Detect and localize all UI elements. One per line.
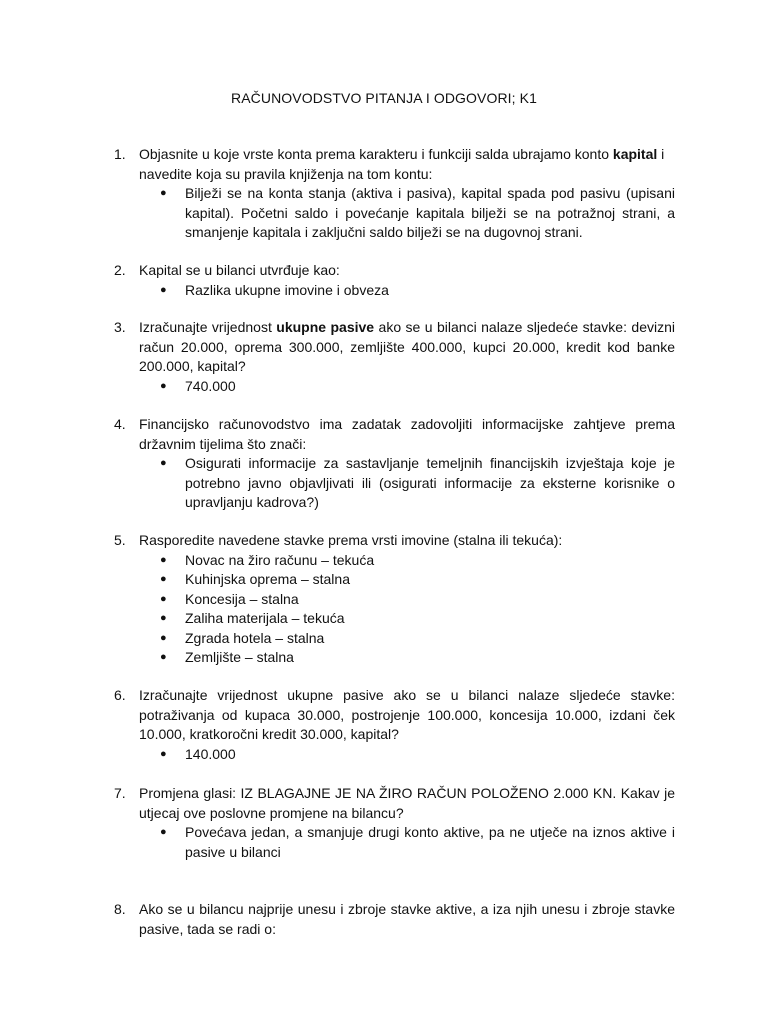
question-3 <box>114 318 675 396</box>
question-number: 5. <box>114 532 126 548</box>
question-text: Objasnite u koje vrste konta prema karakteru i funkciji salda ubrajamo konto kapital i navedite koja su pravila knjiženja na tom kontu: <box>139 146 665 182</box>
question-number: 4. <box>114 416 126 432</box>
answer-item: ● Zgrada hotela – stalna <box>160 629 675 649</box>
question-5 <box>114 531 675 668</box>
question-6 <box>114 686 675 764</box>
answer-item: ● Bilježi se na konta stanja (aktiva i pasiva), kapital spada pod pasivu (upisani kapital). Početni saldo i povećanje kapitala bilježi se na potražnoj strani, a smanjenje kapitala i zaključni saldo bilježi se na dugovnoj strani. <box>160 185 675 240</box>
answer-item: ● Kuhinjska oprema – stalna <box>160 570 675 590</box>
bullet-icon: ● <box>160 457 167 469</box>
question-text: Financijsko računovodstvo ima zadatak zadovoljiti informacijske zahtjeve prema državnim tijelima što znači: <box>139 416 675 452</box>
bullet-icon: ● <box>160 826 167 838</box>
answer-item: ● Zaliha materijala – tekuća <box>160 609 675 629</box>
bullet-icon: ● <box>160 187 167 199</box>
question-number: 8. <box>114 901 126 917</box>
answer-item: ● Razlika ukupne imovine i obveza <box>160 281 675 301</box>
question-text: Promjena glasi: IZ BLAGAJNE JE NA ŽIRO RAČUN POLOŽENO 2.000 KN. Kakav je utjecaj ove poslovne promjene na bilancu? <box>139 785 675 821</box>
answer-list <box>160 377 675 397</box>
question-text: Izračunajte vrijednost ukupne pasive ako se u bilanci nalaze sljedeće stavke: potraživanja od kupaca 30.000, postrojenje 100.000, koncesija 10.000, izdani ček 10.000, kratkoročni kredit 30.000, kapital? <box>139 687 675 742</box>
question-number: 3. <box>114 319 126 335</box>
answer-item: ● Osigurati informacije za sastavljanje temeljnih financijskih izvještaja koje je potrebno javno objavljivati ili (osigurati informacije za eksterne korisnike o upravljanju kadrova?) <box>160 455 675 510</box>
question-4 <box>114 415 675 513</box>
bullet-icon: ● <box>160 553 167 566</box>
answer-list <box>160 454 675 513</box>
answer-item: ● 140.000 <box>160 745 675 765</box>
question-text: Ako se u bilancu najprije unesu i zbroje stavke aktive, a iza njih unesu i zbroje stavke pasive, tada se radi o: <box>139 901 675 937</box>
bullet-icon: ● <box>160 631 167 644</box>
answer-list <box>160 745 675 765</box>
question-keyword: ukupne pasive <box>276 319 375 335</box>
question-8 <box>114 900 675 939</box>
bullet-icon: ● <box>160 573 167 585</box>
question-number: 7. <box>114 785 126 801</box>
bullet-icon: ● <box>160 379 167 392</box>
question-text: Rasporedite navedene stavke prema vrsti imovine (stalna ili tekuća): <box>139 532 563 548</box>
answer-item: ● Koncesija – stalna <box>160 590 675 610</box>
bullet-icon: ● <box>160 592 167 605</box>
bullet-icon: ● <box>160 651 167 663</box>
question-number: 6. <box>114 687 126 703</box>
answer-item: ● Novac na žiro računu – tekuća <box>160 551 675 571</box>
question-7 <box>114 784 675 862</box>
bullet-icon: ● <box>160 612 167 624</box>
answer-item: ● Povećava jedan, a smanjuje drugi konto aktive, pa ne utječe na iznos aktive i pasive u bilanci <box>160 824 675 860</box>
question-1 <box>114 145 675 243</box>
document-title: RAČUNOVODSTVO PITANJA I ODGOVORI; K1 <box>231 90 537 106</box>
answer-list <box>160 184 675 243</box>
question-keyword: kapital <box>612 146 658 162</box>
answer-list <box>160 823 675 862</box>
question-2 <box>114 261 675 300</box>
question-text: Kapital se u bilanci utvrđuje kao: <box>139 262 340 278</box>
answer-item: ● 740.000 <box>160 377 675 397</box>
question-text: Izračunajte vrijednost ukupne pasive ako se u bilanci nalaze sljedeće stavke: devizni račun 20.000, oprema 300.000, zemljište 400.000, kupci 20.000, kredit kod banke 200.000, kapital? <box>139 319 675 374</box>
question-number: 1. <box>114 146 126 162</box>
answer-item: ● Zemljište – stalna <box>160 648 675 668</box>
answer-list <box>160 551 675 668</box>
answer-list <box>160 281 675 301</box>
bullet-icon: ● <box>160 747 167 760</box>
question-number: 2. <box>114 262 126 278</box>
bullet-icon: ● <box>160 283 167 296</box>
